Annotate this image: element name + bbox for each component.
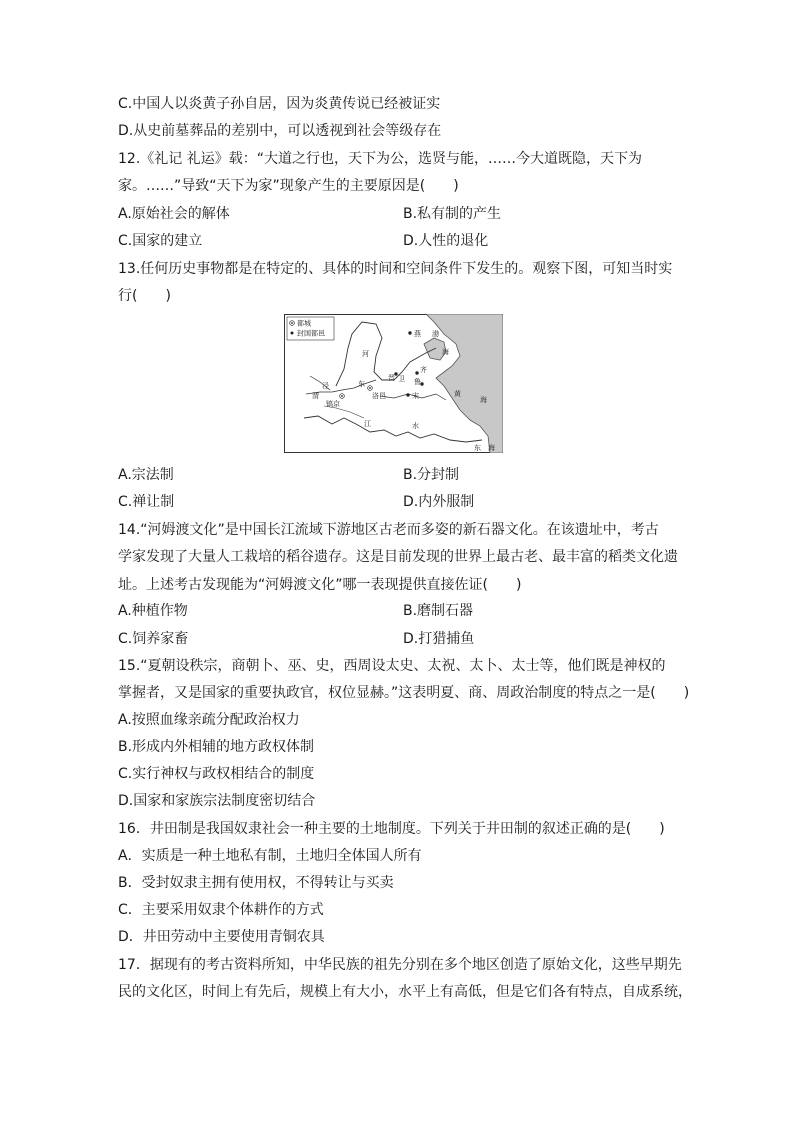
label-jin: 晋 <box>388 374 395 382</box>
q15-option-b: B.形成内外相辅的地方政权体制 <box>118 739 315 755</box>
q13-stem-line-2: 行( ) <box>118 288 171 304</box>
label-yan: 燕 <box>414 330 421 338</box>
q14-option-d: D.打猎捕鱼 <box>403 631 475 647</box>
q12-option-a: A.原始社会的解体 <box>118 206 230 222</box>
q15-stem-line-1: 15.“夏朝设秩宗，商朝卜、巫、史，西周设太史、太祝、太卜、太士等，他们既是神权的 <box>118 658 666 674</box>
western-zhou-enfeoffment-map <box>284 314 503 453</box>
label-luoyi: 洛邑 <box>372 392 386 400</box>
label-shui: 水 <box>412 422 419 430</box>
q17-stem-line-2: 民的文化区，时间上有先后，规模上有大小，水平上有高低，但是它们各有特点，自成系统， <box>118 984 692 1000</box>
label-dong: 东 <box>358 380 365 388</box>
label-gaojing: 镐京 <box>326 400 340 408</box>
q14-stem-line-1: 14.“河姆渡文化”是中国长江流域下游地区古老而多姿的新石器文化。在该遗址中，考古 <box>118 522 659 538</box>
q14-stem-line-3: 址。上述考古发现能为“河姆渡文化”哪一表现提供直接佐证( ) <box>118 577 522 593</box>
q16-option-d: D．井田劳动中主要使用青铜农具 <box>118 929 325 945</box>
label-qi: 齐 <box>420 366 427 374</box>
q11-option-d: D.从史前墓葬品的差别中，可以透视到社会等级存在 <box>118 123 442 139</box>
q15-option-d: D.国家和家族宗法制度密切结合 <box>118 793 316 809</box>
q13-option-c: C.禅让制 <box>118 494 175 510</box>
label-jing: 泾 <box>322 382 329 390</box>
label-huang: 黄 <box>454 390 461 398</box>
label-donghai: 东 海 <box>474 444 495 452</box>
q13-stem-line-1: 13.任何历史事物都是在特定的、具体的时间和空间条件下发生的。观察下图，可知当时实 <box>118 261 673 277</box>
label-he: 河 <box>362 350 369 358</box>
q16-stem: 16．井田制是我国奴隶社会一种主要的土地制度。下列关于井田制的叙述正确的是( ) <box>118 821 665 837</box>
q12-option-d: D.人性的退化 <box>403 233 489 249</box>
label-wei-river: 渭 <box>312 392 319 400</box>
q13-option-d: D.内外服制 <box>403 494 475 510</box>
q12-stem-line-1: 12.《礼记 礼运》载：“大道之行也，天下为公，选贤与能，……今大道既隐，天下为 <box>118 151 642 167</box>
q17-stem-line-1: 17．据现有的考古资料所知，中华民族的祖先分别在多个地区创造了原始文化，这些早期先 <box>118 957 682 973</box>
label-jiang: 江 <box>364 420 371 428</box>
q14-option-a: A.种植作物 <box>118 603 188 619</box>
legend-capital: 都城 <box>297 319 311 328</box>
q11-option-c: C.中国人以炎黄子孙自居，因为炎黄传说已经被证实 <box>118 96 441 112</box>
q14-option-b: B.磨制石器 <box>403 603 474 619</box>
q15-stem-line-2: 掌握者，又是国家的重要执政官，权位显赫。”这表明夏、商、周政治制度的特点之一是( ) <box>118 685 690 701</box>
q16-option-b: B．受封奴隶主拥有使用权，不得转让与买卖 <box>118 875 394 891</box>
legend-state-capital: 封国都邑 <box>297 329 325 338</box>
label-song: 宋 <box>412 392 419 400</box>
label-hai2: 海 <box>480 396 487 404</box>
q15-option-c: C.实行神权与政权相结合的制度 <box>118 766 315 782</box>
q12-stem-line-2: 家。……”导致“天下为家”现象产生的主要原因是( ) <box>118 178 459 194</box>
q15-option-a: A.按照血缘亲疏分配政治权力 <box>118 712 300 728</box>
q14-option-c: C.饲养家畜 <box>118 631 189 647</box>
label-bo: 渤 <box>432 330 439 338</box>
q13-option-b: B.分封制 <box>403 467 460 483</box>
q16-option-c: C．主要采用奴隶个体耕作的方式 <box>118 902 324 918</box>
q13-option-a: A.宗法制 <box>118 467 174 483</box>
q12-option-c: C.国家的建立 <box>118 233 203 249</box>
label-hai1: 海 <box>442 348 449 356</box>
label-lu: 鲁 <box>414 378 421 386</box>
label-wei: 卫 <box>398 375 405 383</box>
q16-option-a: A．实质是一种土地私有制，土地归全体国人所有 <box>118 848 422 864</box>
q12-option-b: B.私有制的产生 <box>403 206 502 222</box>
q14-stem-line-2: 学家发现了大量人工栽培的稻谷遗存。这是目前发现的世界上最古老、最丰富的稻类文化遗 <box>118 549 678 565</box>
